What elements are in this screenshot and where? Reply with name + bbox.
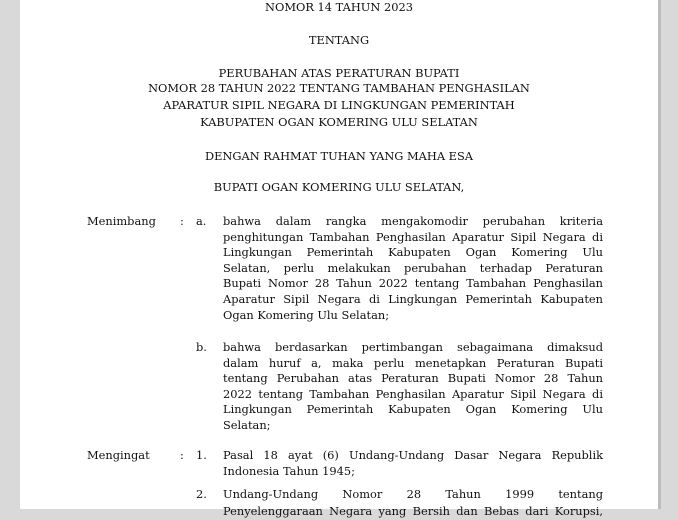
title-line: NOMOR 28 TAHUN 2022 TENTANG TAMBAHAN PENGHASILAN [148, 81, 530, 95]
rahmat-line: DENGAN RAHMAT TUHAN YANG MAHA ESA [204, 149, 474, 163]
paragraph-line: Indonesia Tahun 1945; [223, 463, 355, 478]
paragraph-line: tentang Perubahan atas Peraturan Bupati Nomor 28 Tahun [223, 371, 603, 386]
mengingat-colon: : [180, 448, 184, 462]
title-line: APARATUR SIPIL NEGARA DI LINGKUNGAN PEMERINTAH [163, 98, 515, 112]
bupati-line: BUPATI OGAN KOMERING ULU SELATAN, [213, 180, 465, 194]
paragraph-line: Pasal 18 ayat (6) Undang-Undang Dasar Negara Republik [223, 448, 603, 462]
paragraph-line: bahwa berdasarkan pertimbangan sebagaimana dimaksud [223, 340, 603, 354]
paragraph-line: 2022 tentang Tambahan Penghasilan Aparatur Sipil Negara di [223, 386, 603, 401]
paragraph-line: dalam huruf a, maka perlu menetapkan Peraturan Bupati [223, 355, 603, 370]
clipped-line [223, 504, 603, 518]
paragraph-line: Aparatur Sipil Negara di Lingkungan Pemerintah Kabupaten [223, 291, 603, 306]
mengingat-label: Mengingat [87, 448, 150, 462]
document-page [20, 0, 658, 518]
mengingat-item-1 [223, 448, 603, 479]
item-marker-2: 2. [196, 487, 207, 501]
title-line: PERUBAHAN ATAS PERATURAN BUPATI [218, 66, 460, 80]
paragraph-line: Lingkungan Pemerintah Kabupaten Ogan Komering Ulu [223, 402, 603, 417]
paragraph-line: bahwa dalam rangka mengakomodir perubahan kriteria [223, 214, 603, 228]
paragraph-line: Selatan; [223, 417, 271, 432]
paragraph-line: Penyelenggaraan Negara yang Bersih dan Bebas dari Korupsi, [223, 504, 603, 518]
paragraph-line: Bupati Nomor 28 Tahun 2022 tentang Tambahan Penghasilan [223, 276, 603, 291]
paragraph-line: penghitungan Tambahan Penghasilan Aparatur Sipil Negara di [223, 229, 603, 244]
paragraph-line: Ogan Komering Ulu Selatan; [223, 307, 390, 322]
mengingat-item-2 [223, 487, 603, 503]
menimbang-item-a [223, 214, 603, 323]
regulation-number: NOMOR 14 TAHUN 2023 [265, 0, 413, 14]
paragraph-line: Lingkungan Pemerintah Kabupaten Ogan Komering Ulu [223, 245, 603, 260]
paragraph-line: Selatan, perlu melakukan perubahan terhadap Peraturan [223, 260, 603, 275]
menimbang-colon: : [180, 214, 184, 228]
item-marker-a: a. [196, 214, 207, 228]
title-line: KABUPATEN OGAN KOMERING ULU SELATAN [200, 115, 478, 129]
item-marker-b: b. [196, 340, 207, 354]
menimbang-label: Menimbang [87, 214, 156, 228]
menimbang-item-b [223, 340, 603, 434]
page-edge [658, 0, 661, 509]
tentang-heading: TENTANG [308, 33, 370, 47]
paragraph-line: Undang-Undang Nomor 28 Tahun 1999 tentang [223, 487, 603, 501]
item-marker-1: 1. [196, 448, 207, 462]
